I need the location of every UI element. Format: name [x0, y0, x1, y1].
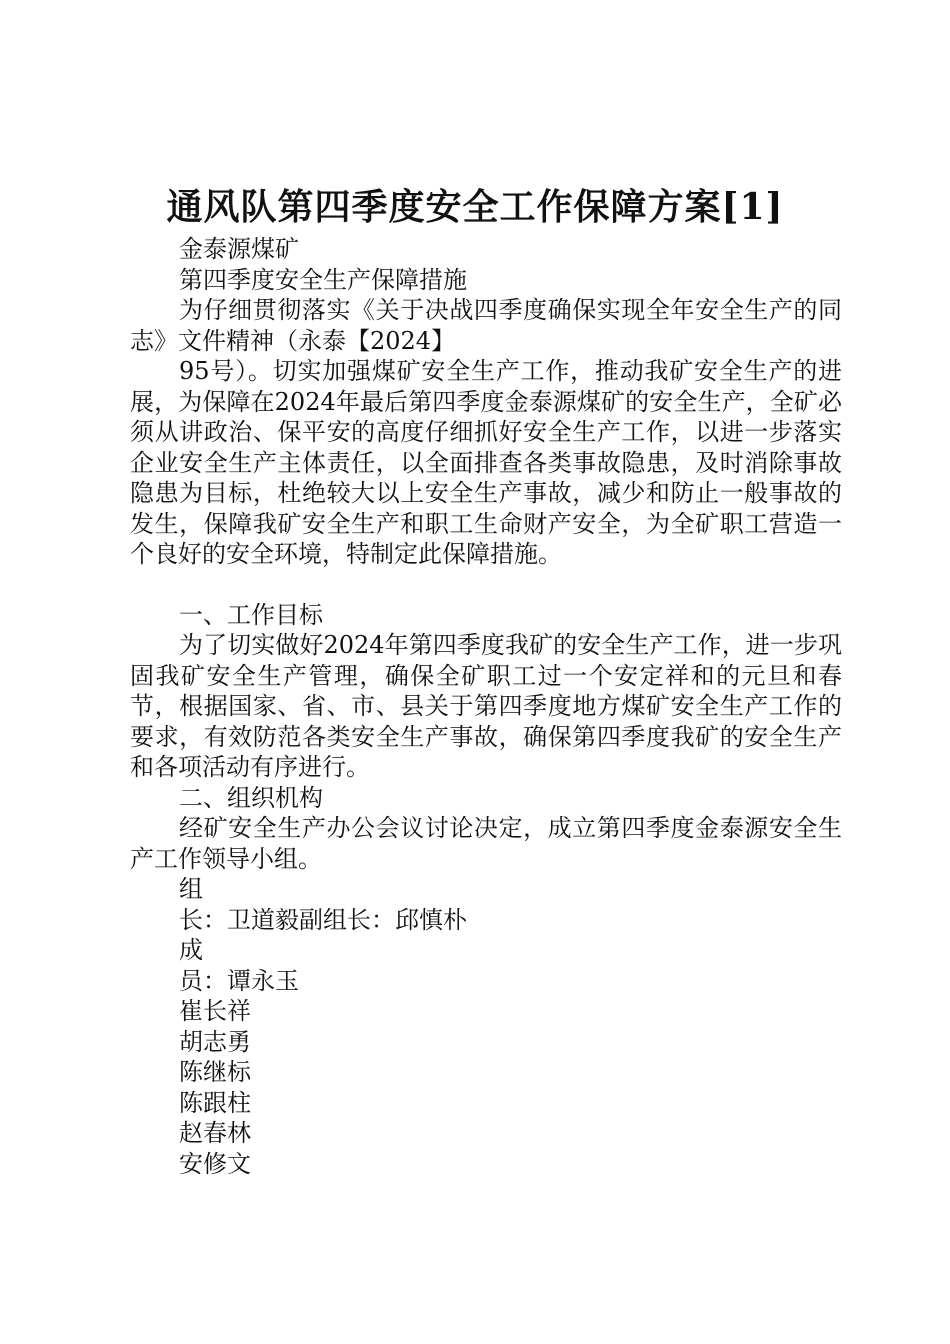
section-2-heading: 二、组织机构 [179, 783, 323, 812]
document-title: 通风队第四季度安全工作保障方案[1] [166, 186, 784, 228]
org-line: 长：卫道毅副组长：邱慎朴 [179, 905, 467, 934]
paragraph-gap [130, 570, 842, 600]
org-line: 陈继标 [179, 1058, 251, 1086]
intro-paragraph-1: 为仔细贯彻落实《关于决战四季度确保实现全年安全生产的同志》文件精神（永泰【2024】 [130, 296, 842, 355]
org-line: 成 [179, 936, 203, 964]
org-line: 安修文 [179, 1149, 251, 1178]
section-2-paragraph: 经矿安全生产办公会议讨论决定，成立第四季度金泰源安全生产工作领导小组。 [130, 814, 842, 873]
org-line: 赵春林 [179, 1119, 251, 1147]
section-1-paragraph: 为了切实做好2024年第四季度我矿的安全生产工作，进一步巩固我矿安全生产管理，确保全矿职工过一个安定祥和的元旦和春节，根据国家、省、市、县关于第四季度地方煤矿安全生产工作的要求，有效防范各类安全生产事故，确保第四季度我矿的安全生产和各项活动有序进行。 [130, 631, 842, 781]
org-line: 组 [179, 875, 203, 903]
org-line: 员：谭永玉 [179, 966, 299, 995]
org-line: 崔长祥 [179, 997, 251, 1025]
org-line: 胡志勇 [179, 1027, 251, 1056]
document-body [130, 234, 842, 1179]
intro-paragraph-2: 95号）。切实加强煤矿安全生产工作，推动我矿安全生产的进展，为保障在2024年最后第四季度金泰源煤矿的安全生产，全矿必须从讲政治、保平安的高度仔细抓好安全生产工作，以进一步落实企业安全生产主体责任，以全面排查各类事故隐患，及时消除事故隐患为目标，杜绝较大以上安全生产事故，减少和防止一般事故的发生，保障我矿安全生产和职工生命财产安全，为全矿职工营造一个良好的安全环境，特制定此保障措施。 [130, 357, 842, 568]
section-1-heading: 一、工作目标 [179, 600, 323, 629]
company-name: 金泰源煤矿 [179, 235, 299, 263]
org-line: 陈跟柱 [179, 1088, 251, 1117]
document-subtitle: 第四季度安全生产保障措施 [179, 265, 467, 294]
org-list [130, 874, 842, 1179]
